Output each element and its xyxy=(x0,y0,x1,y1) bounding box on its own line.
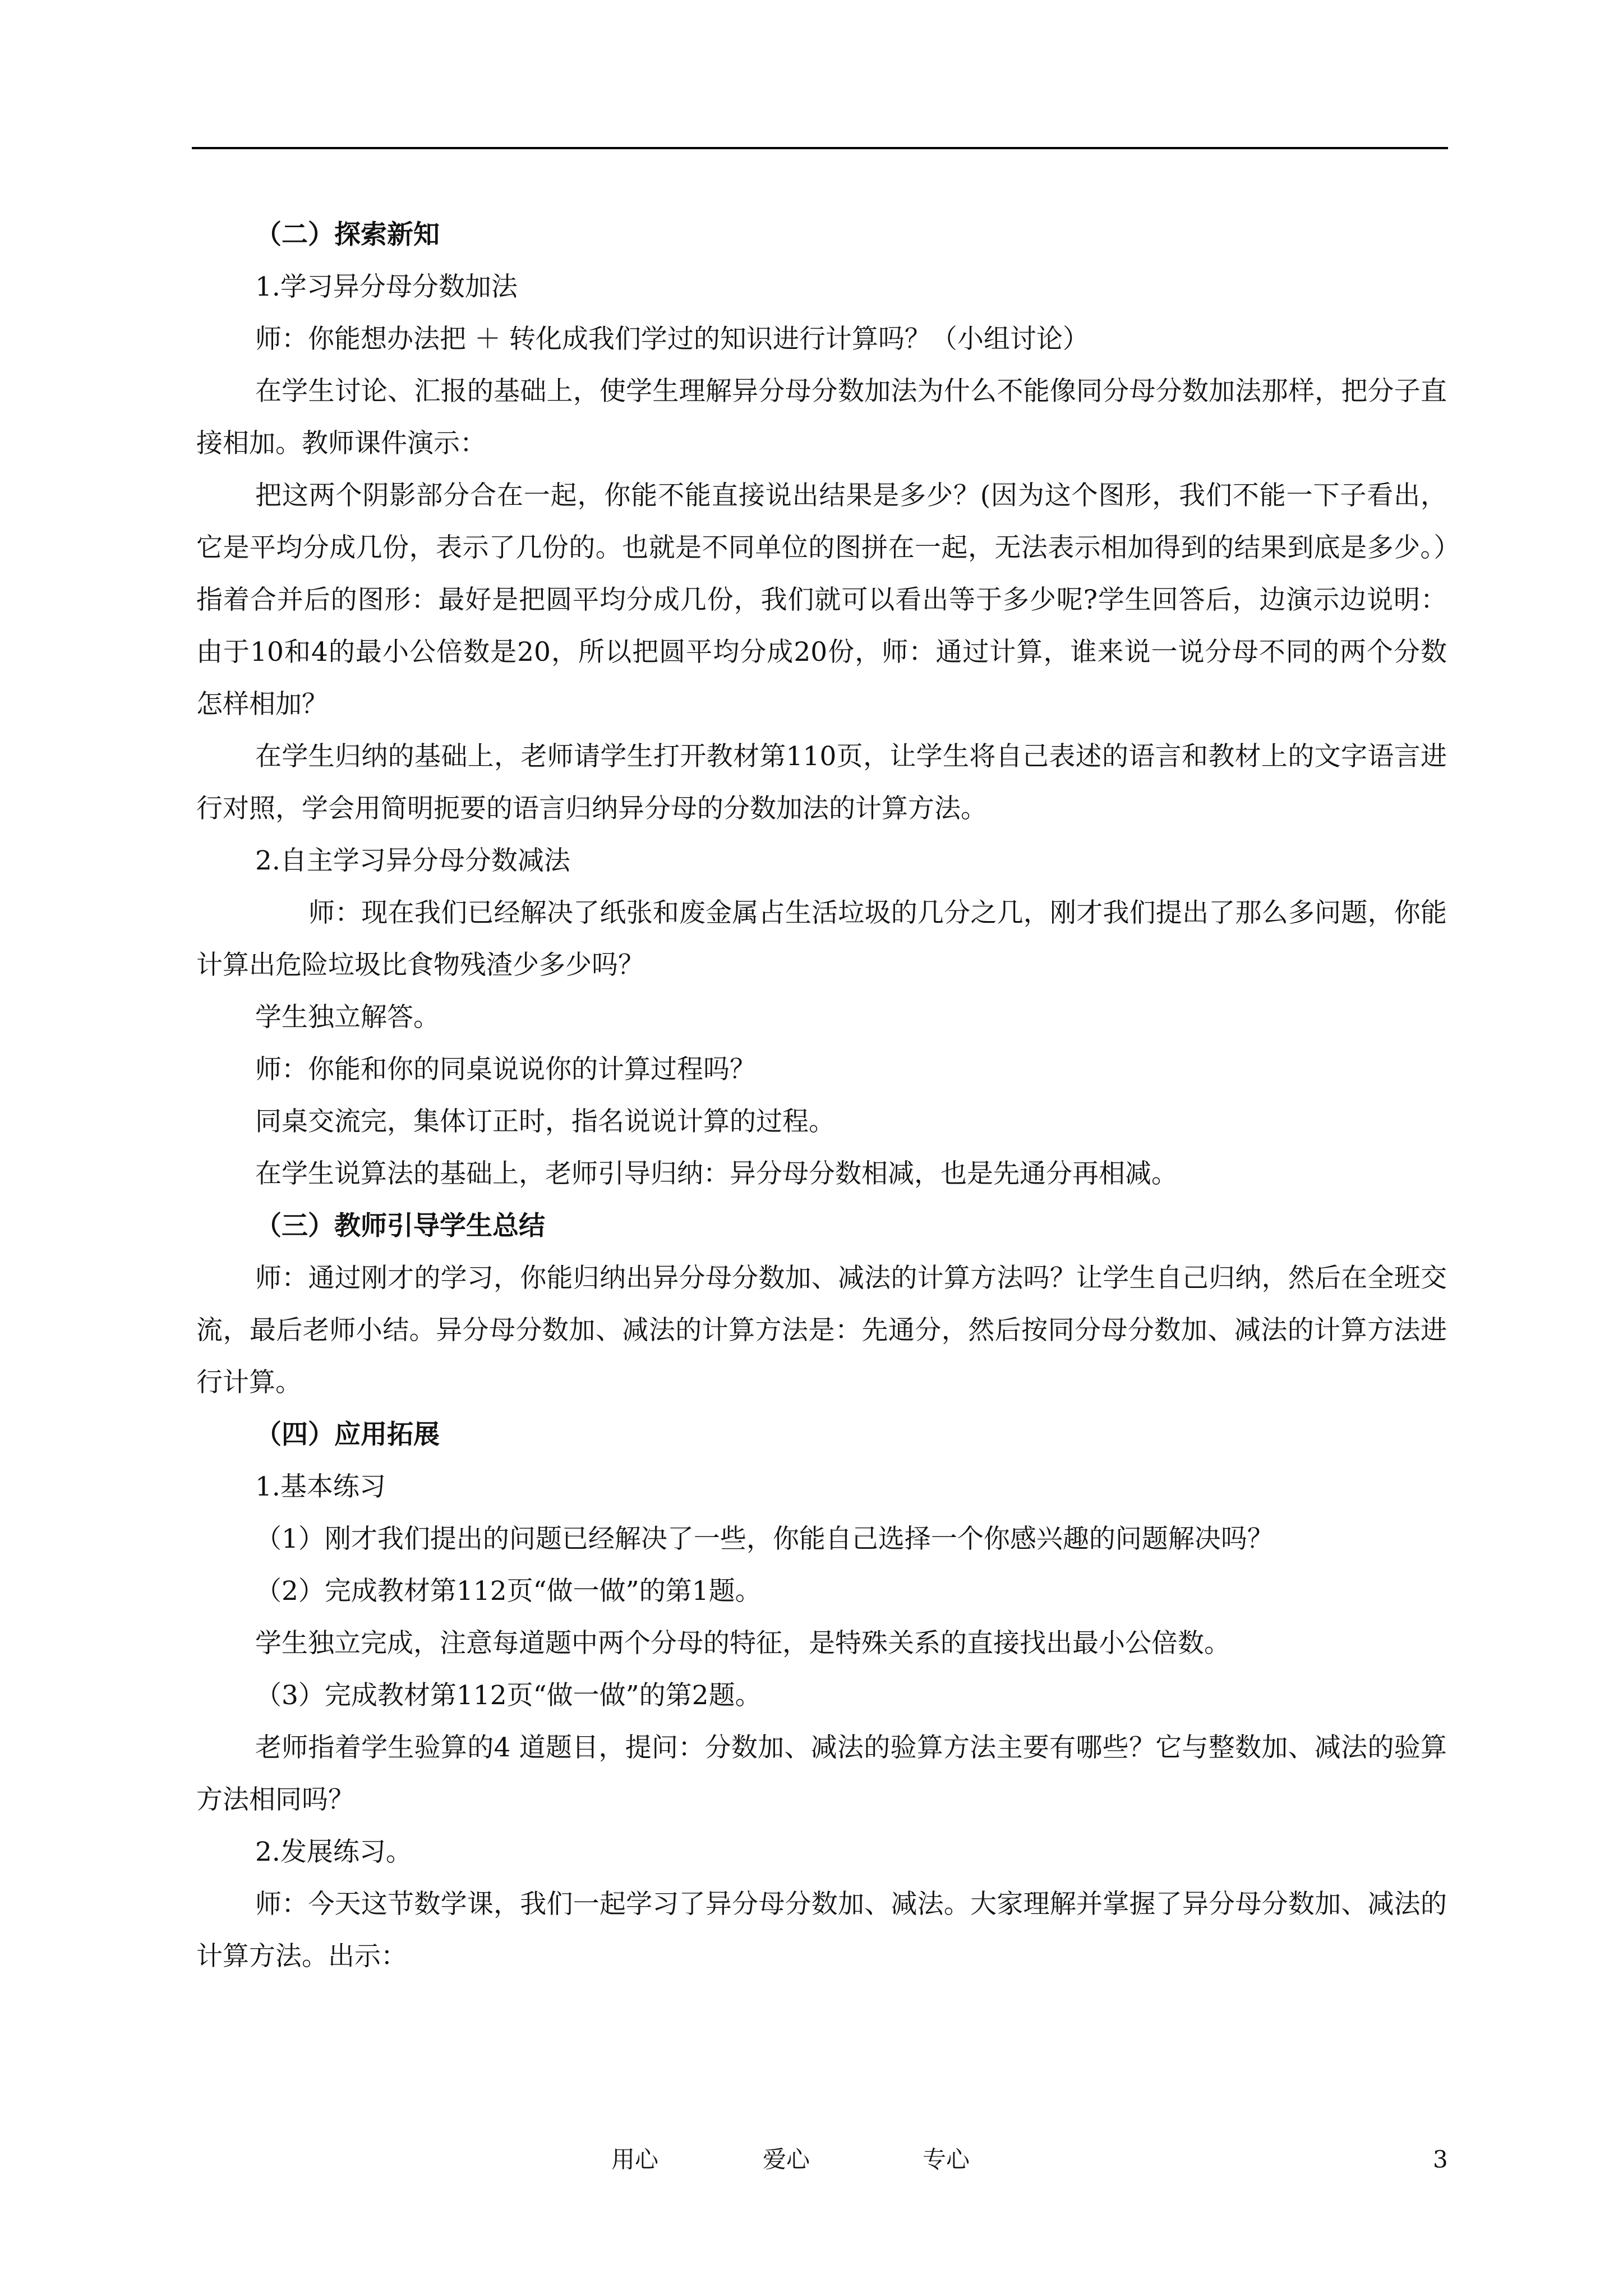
paragraph: 把这两个阴影部分合在一起，你能不能直接说出结果是多少？(因为这个图形，我们不能一下子看出，它是平均分成几份，表示了几份的。也就是不同单位的图拼在一起，无法表示相加得到的结果到底是多少。）指着合并后的图形：最好是把圆平均分成几份，我们就可以看出等于多少呢?学生回答后，边演示边说明：由于10和4的最小公倍数是20，所以把圆平均分成20份，师：通过计算，谁来说一说分母不同的两个分数怎样相加？ xyxy=(196,480,1447,720)
section-heading-explore: （二）探索新知 xyxy=(255,219,440,250)
document-body xyxy=(196,209,1447,1982)
paragraph: 师：现在我们已经解决了纸张和废金属占生活垃圾的几分之几，刚才我们提出了那么多问题，你能计算出危险垃圾比食物残渣少多少吗？ xyxy=(196,898,1447,981)
paragraph: 老师指着学生验算的4 道题目，提问：分数加、减法的验算方法主要有哪些？它与整数加、减法的验算方法相同吗？ xyxy=(196,1732,1447,1815)
paragraph: 学生独立解答。 xyxy=(255,1002,440,1033)
paragraph: （2）完成教材第112页“做一做”的第1题。 xyxy=(255,1576,762,1607)
paragraph: 师：你能和你的同桌说说你的计算过程吗？ xyxy=(255,1054,756,1085)
paragraph: 师：今天这节数学课，我们一起学习了异分母分数加、减法。大家理解并掌握了异分母分数加、减法的计算方法。出示： xyxy=(196,1889,1447,1972)
section-heading-summary: （三）教师引导学生总结 xyxy=(255,1211,545,1241)
paragraph: （3）完成教材第112页“做一做”的第2题。 xyxy=(255,1680,762,1711)
paragraph: 同桌交流完，集体订正时，指名说说计算的过程。 xyxy=(255,1106,835,1137)
footer-motto-middle: 爱心 xyxy=(763,2146,810,2173)
subheading-subtraction: 2.自主学习异分母分数减法 xyxy=(255,845,570,876)
paragraph: 在学生归纳的基础上，老师请学生打开教材第110页，让学生将自己表述的语言和教材上的文字语言进行对照，学会用简明扼要的语言归纳异分母的分数加法的计算方法。 xyxy=(196,741,1447,824)
subheading-development-practice: 2.发展练习。 xyxy=(255,1837,412,1867)
paragraph: 在学生说算法的基础上，老师引导归纳：异分母分数相减，也是先通分再相减。 xyxy=(255,1158,1178,1189)
header-rule xyxy=(192,147,1448,149)
subheading-addition: 1.学习异分母分数加法 xyxy=(255,272,518,302)
subheading-basic-practice: 1.基本练习 xyxy=(255,1471,386,1502)
footer-motto-right: 专心 xyxy=(923,2146,970,2173)
paragraph: 在学生讨论、汇报的基础上，使学生理解异分母分数加法为什么不能像同分母分数加法那样，把分子直接相加。教师课件演示： xyxy=(196,376,1447,459)
paragraph: 学生独立完成，注意每道题中两个分母的特征，是特殊关系的直接找出最小公倍数。 xyxy=(255,1628,1230,1659)
page-number: 3 xyxy=(1433,2146,1448,2173)
section-heading-application: （四）应用拓展 xyxy=(255,1419,440,1450)
paragraph: （1）刚才我们提出的问题已经解决了一些，你能自己选择一个你感兴趣的问题解决吗？ xyxy=(255,1524,1274,1554)
paragraph: 师：你能想办法把 ＋ 转化成我们学过的知识进行计算吗？（小组讨论） xyxy=(255,324,1089,355)
paragraph: 师：通过刚才的学习，你能归纳出异分母分数加、减法的计算方法吗？让学生自己归纳，然后在全班交流，最后老师小结。异分母分数加、减法的计算方法是：先通分，然后按同分母分数加、减法的计算方法进行计算。 xyxy=(196,1263,1447,1398)
footer-motto-left: 用心 xyxy=(611,2146,659,2173)
